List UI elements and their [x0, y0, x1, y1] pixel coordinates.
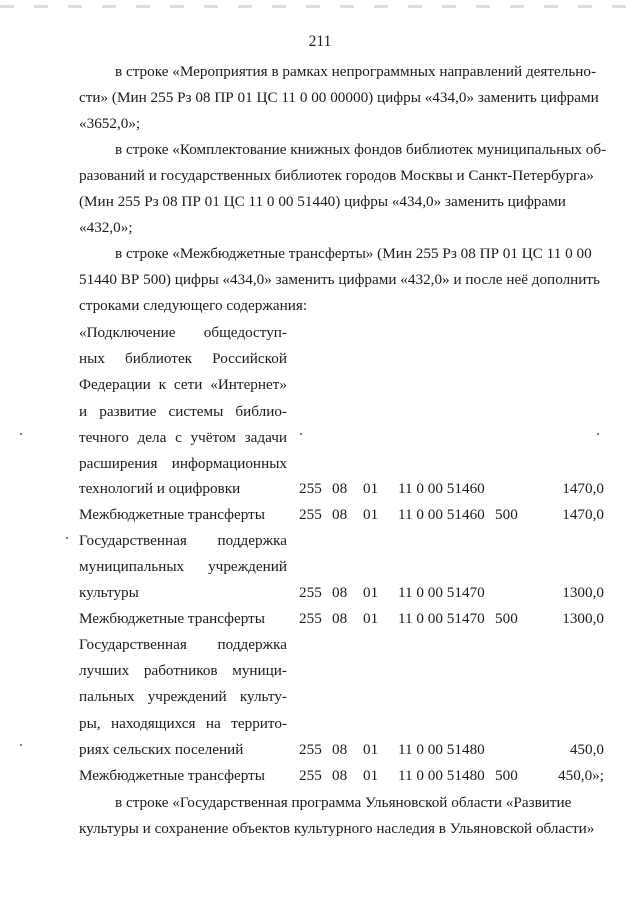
cell-min: 255	[299, 506, 322, 523]
cell-pr: 01	[363, 610, 379, 627]
row-name-multiline	[79, 528, 287, 580]
cell-min: 255	[299, 741, 322, 758]
paragraph-line: (Мин 255 Рз 08 ПР 01 ЦС 11 0 00 51440) цифры «434,0» заменить цифрами	[79, 193, 566, 210]
cell-rz: 08	[332, 610, 348, 627]
row-name-line: ры, находящихся на террито-	[79, 714, 287, 732]
cell-rz: 08	[332, 506, 348, 523]
row-name-line: муниципальных учреждений	[79, 558, 287, 576]
paragraph-line: 51440 ВР 500) цифры «434,0» заменить цифрами «432,0» и после неё дополнить	[79, 271, 600, 288]
scan-speck	[300, 433, 302, 435]
scan-speck	[597, 433, 599, 435]
cell-sum: 1470,0	[562, 480, 604, 497]
row-values	[79, 476, 604, 502]
cell-vr: 500	[495, 767, 518, 784]
cell-pr: 01	[363, 584, 379, 601]
scan-speck	[20, 744, 22, 746]
cell-rz: 08	[332, 767, 348, 784]
cell-sum: 450,0	[569, 741, 604, 758]
row-name-line: и развитие системы библио-	[79, 402, 287, 420]
paragraph-line: в строке «Комплектование книжных фондов библиотек муниципальных об-	[115, 141, 607, 158]
row-name-line: ных библиотек Российской	[79, 350, 287, 368]
row-name-line: лучших работников муници-	[79, 662, 287, 680]
row-name: риях сельских поселений	[79, 741, 244, 758]
cell-cs: 11 0 00 51460	[398, 480, 485, 497]
page-number: 211	[308, 33, 332, 50]
row-name-multiline	[79, 632, 287, 737]
cell-min: 255	[299, 480, 322, 497]
cell-pr: 01	[363, 480, 379, 497]
cell-vr: 500	[495, 610, 518, 627]
row-name-line: Государственная поддержка	[79, 636, 287, 653]
table-row	[79, 763, 604, 789]
row-name: Межбюджетные трансферты	[79, 610, 265, 627]
paragraph-line: в строке «Государственная программа Ульяновской области «Развитие	[115, 794, 572, 811]
row-name-line: Федерации к сети «Интернет»	[79, 376, 287, 394]
cell-sum: 1300,0	[562, 584, 604, 601]
cell-pr: 01	[363, 767, 379, 784]
table-row	[79, 502, 604, 528]
paragraph-line: сти» (Мин 255 Рз 08 ПР 01 ЦС 11 0 00 00000) цифры «434,0» заменить цифрами	[79, 89, 599, 106]
row-name-line: расширения информационных	[79, 455, 287, 473]
cell-cs: 11 0 00 51470	[398, 584, 485, 601]
cell-rz: 08	[332, 480, 348, 497]
scan-speck	[66, 537, 68, 539]
row-name-line: «Подключение общедоступ-	[79, 324, 287, 341]
cell-min: 255	[299, 767, 322, 784]
cell-min: 255	[299, 610, 322, 627]
cell-rz: 08	[332, 584, 348, 601]
cell-min: 255	[299, 584, 322, 601]
row-name: культуры	[79, 584, 139, 601]
cell-vr: 500	[495, 506, 518, 523]
cell-cs: 11 0 00 51480	[398, 741, 485, 758]
cell-sum: 450,0»;	[558, 767, 604, 784]
cell-pr: 01	[363, 506, 379, 523]
paragraph-line: культуры и сохранение объектов культурного наследия в Ульяновской области»	[79, 820, 595, 837]
paragraph-line: строками следующего содержания:	[79, 297, 308, 314]
row-name-line: пальных учреждений культу-	[79, 688, 287, 706]
cell-cs: 11 0 00 51470	[398, 610, 485, 627]
paragraph-line: разований и государственных библиотек городов Москвы и Санкт-Петербурга»	[79, 167, 594, 184]
cell-sum: 1470,0	[562, 506, 604, 523]
scan-edge-noise	[0, 5, 640, 8]
row-values	[79, 737, 604, 763]
cell-pr: 01	[363, 741, 379, 758]
row-name: Межбюджетные трансферты	[79, 506, 265, 523]
paragraph-line: «432,0»;	[79, 219, 133, 236]
row-name-line: течного дела с учётом задачи	[79, 428, 287, 446]
row-name-line: Государственная поддержка	[79, 532, 287, 549]
cell-cs: 11 0 00 51460	[398, 506, 485, 523]
paragraph-line: в строке «Межбюджетные трансферты» (Мин 255 Рз 08 ПР 01 ЦС 11 0 00	[115, 245, 592, 262]
row-name: Межбюджетные трансферты	[79, 767, 265, 784]
cell-cs: 11 0 00 51480	[398, 767, 485, 784]
cell-sum: 1300,0	[562, 610, 604, 627]
paragraph-line: в строке «Мероприятия в рамках непрограммных направлений деятельно-	[115, 63, 597, 80]
cell-rz: 08	[332, 741, 348, 758]
row-name: технологий и оцифровки	[79, 480, 241, 497]
paragraph-line: «3652,0»;	[79, 115, 141, 132]
row-name-multiline	[79, 320, 287, 477]
row-values	[79, 580, 604, 606]
scan-speck	[20, 433, 22, 435]
table-row	[79, 606, 604, 632]
